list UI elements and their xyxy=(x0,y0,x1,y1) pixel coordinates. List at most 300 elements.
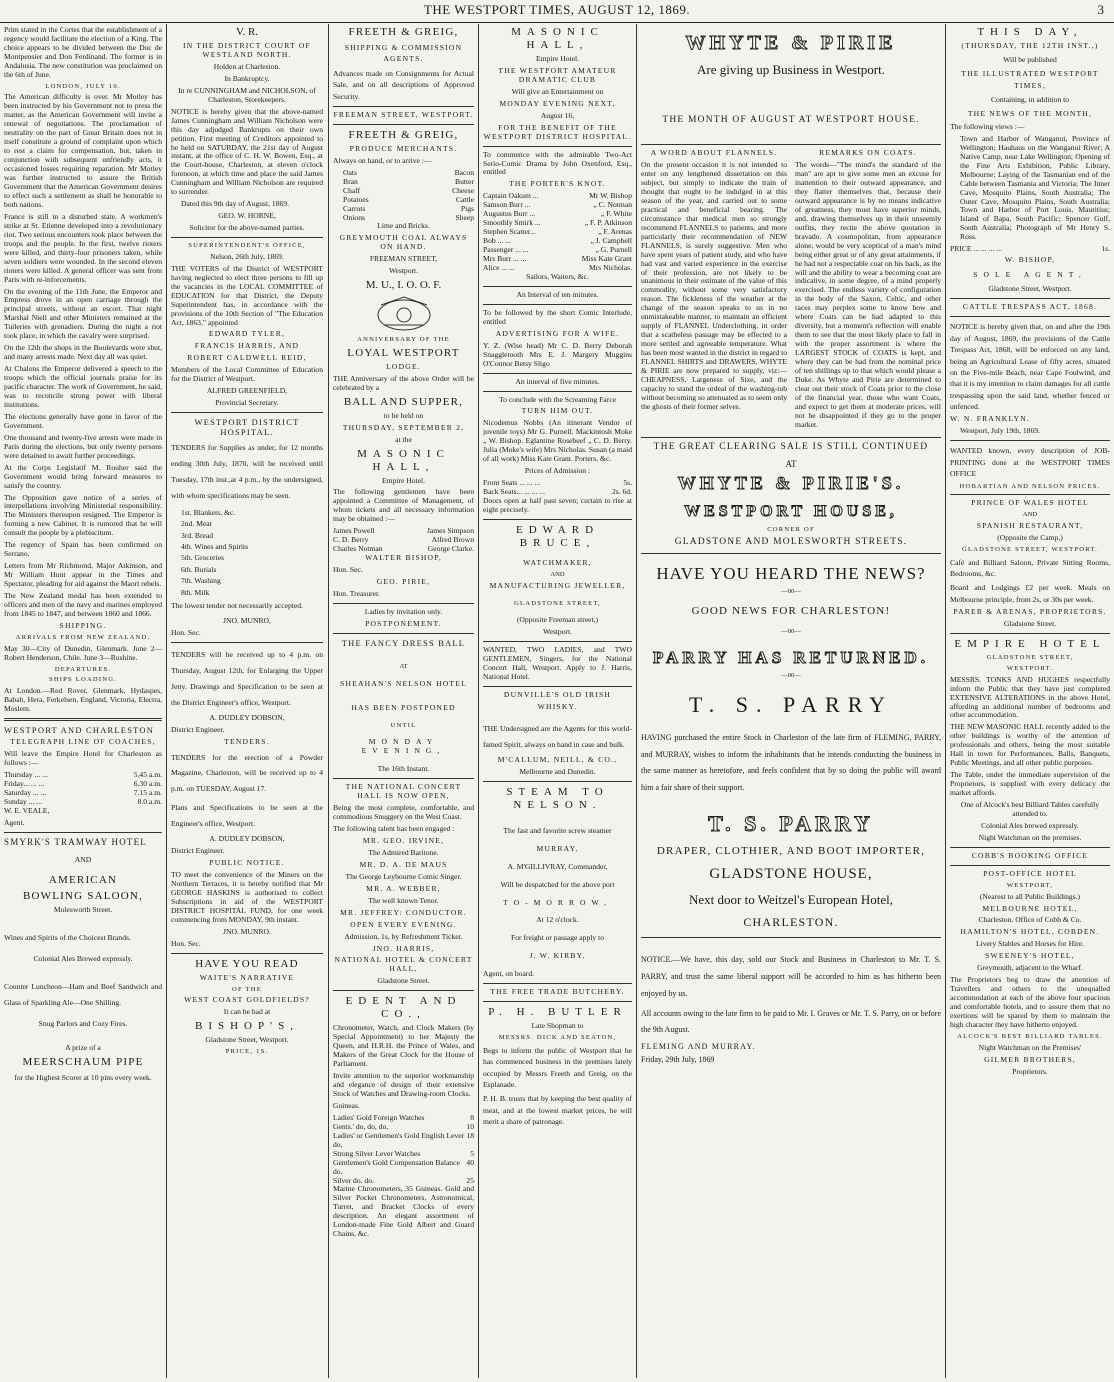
news-paragraph: The regency of Spain has been confirmed on Serrano. xyxy=(4,540,162,559)
empire-text: One of Alcock's best Billiard Tables carefully attended to. xyxy=(960,800,1100,819)
prince-line: AND xyxy=(1022,511,1038,519)
smyrk-street: Molesworth Street. xyxy=(53,905,113,915)
flannel-heading: A WORD ABOUT FLANNELS. xyxy=(650,148,778,158)
oddfellows-signature-title: Hon. Treasurer. xyxy=(333,589,381,598)
produce-row-right: Cattle xyxy=(455,194,474,204)
news-paragraph: Letters from Mr Richmond, Major Atkinson, and Mr William Hunt appear in the Times and Spectator, pleading for aid against the Maori rebels. xyxy=(4,561,162,589)
concert-line: The George Leybourne Comic Singer. xyxy=(345,871,462,881)
cast-row-right: Mrs Nicholas. xyxy=(588,263,632,272)
cattle-text: NOTICE is hereby given that, on and after the 19th day of August, 1869, the provisions of the Cattle Trespass Act, 1868, will be enforced on any land, being an Agricultural Lease of fifty acres, situated on the Five-mile Beach, near Cape Foulwind, and that it is my intention to claim damages for all cattle trespassing upon the said land, whether fenced or unfenced. xyxy=(950,322,1110,412)
produce-row-right: Cheese xyxy=(452,185,474,195)
ad-divider xyxy=(171,953,323,954)
steam-line: At 12 o'clock. xyxy=(536,915,579,925)
freeth-text: Advances made on Consignments for Actual Sale, and on all descriptions of Approved Security. xyxy=(333,68,474,101)
ad-divider xyxy=(483,1001,632,1002)
masthead xyxy=(0,0,1114,23)
coach-heading: WESTPORT AND CHARLESTON xyxy=(4,724,155,735)
public-notice-text: TO meet the convenience of the Miners on the Northern Terraces, it is hereby notified that Mr GEORGE HASKINS is authorised to collect Subscriptions in aid of the WESTPORT DISTRICT HOSPITAL FUND, for one week commencing from MONDAY, 9th instant. xyxy=(171,870,323,924)
produce-row-right: Butter xyxy=(455,176,474,186)
butler-line: Late Shopman to xyxy=(531,1021,584,1031)
steam-line: For freight or passage apply to xyxy=(510,933,604,943)
oddfellows-signature-title: Hon. Sec. xyxy=(333,565,363,575)
watch-price-row xyxy=(333,1159,474,1177)
ad-divider xyxy=(950,633,1110,634)
articles-row xyxy=(641,149,941,433)
cast-row-right: „ F. White xyxy=(600,209,632,219)
supply-list xyxy=(171,507,323,598)
tender-signature-title: District Engineer. xyxy=(171,846,225,856)
prince-text: Café and Billiard Saloon, Private Sitting Rooms, Bedrooms, &c. xyxy=(950,557,1110,579)
sweeney-sub: Greymouth, adjacent to the Wharf. xyxy=(977,963,1083,973)
loading-heading: SHIPS LOADING. xyxy=(48,676,118,684)
ad-divider xyxy=(483,519,632,520)
court-location: Holden at Charleston. xyxy=(213,61,281,71)
freeth-address: FREEMAN STREET, WESTPORT. xyxy=(333,109,474,119)
court-heading: IN THE DISTRICT COURT OF WESTLAND NORTH. xyxy=(183,40,311,59)
coach-time-row-left: Thursday ... ... xyxy=(4,769,48,779)
tenders-heading: TENDERS. xyxy=(224,736,270,746)
committee-row-left: Charles Notman xyxy=(333,544,383,554)
produce-row-left: Onions xyxy=(343,212,365,222)
ad-divider xyxy=(950,316,1110,317)
cast-row-left: Augustus Burr ... xyxy=(483,209,536,219)
appointee-name: FRANCIS HARRIS, AND xyxy=(194,341,300,351)
smyrk-line: Wines and Spirits of the Choicest Brands. xyxy=(4,932,131,942)
masonic-text: To be followed by the short Comic Interlude, entitled xyxy=(483,307,632,326)
column-rule xyxy=(478,24,479,1378)
fleming-notice: All accounts owing to the late firm to be paid to Mr. I. Graves or Mr. T. S. Parry, on or before the 9th August. xyxy=(641,1008,941,1035)
tender-text: Plans and Specifications to be seen at the Engineer's office, Westport. xyxy=(171,803,323,829)
job-printing-sub: HOBARTIAN AND NELSON PRICES. xyxy=(959,482,1101,490)
committee-row-right: George Clarke. xyxy=(427,544,474,554)
watch-price-row-left: Ladies' or Gentlemen's Gold English Lever do, xyxy=(333,1130,465,1149)
tender-signature-title: District Engineer. xyxy=(171,724,225,734)
supply-item: 3rd. Bread xyxy=(181,530,214,540)
gilmer-signature-title: Proprietors. xyxy=(1012,1066,1048,1076)
waite-heading: HAVE YOU READ xyxy=(195,957,299,970)
whyte-pirie-subheading: Are giving up Business in Westport. xyxy=(697,61,885,77)
page-number: 3 xyxy=(1097,2,1104,17)
empire-heading: EMPIRE HOTEL xyxy=(954,638,1106,651)
sup-office: SUPERINTENDENT'S OFFICE, xyxy=(188,242,306,250)
ad-divider xyxy=(950,865,1110,866)
bruce-line: AND xyxy=(550,570,565,578)
masonic-line: To conclude with the Screaming Farce xyxy=(499,394,616,404)
smyrk-line: Counter Luncheon—Ham and Beef Sandwich and Glass of Sparkling Ale—One Shilling. xyxy=(4,981,162,1007)
masonic-line: An Interval of ten minutes. xyxy=(516,289,599,299)
ad-divider xyxy=(171,412,323,413)
news-paragraph: At the Corps Legislatif M. Rouher said the Government would bring forward measures to satisfy the country. xyxy=(4,462,162,490)
edent-guineas-label: Guineas. xyxy=(333,1100,360,1110)
cast-row-right: „ G. Purnell xyxy=(595,245,632,255)
hospital-signature-title: Hon. Sec. xyxy=(171,627,201,637)
price-label: PRICE ... ... ... ... xyxy=(950,244,1002,254)
fancy-line: MONDAY EVENING, xyxy=(361,737,446,756)
edent-heading: EDENT AND CO., xyxy=(345,995,462,1021)
tender-text: TENDERS will be received up to 4 p.m. on Thursday, August 12th, for Enlarging the Upper Jetty. Drawings and Specification to be seen at the District Engineer's office, Westport. xyxy=(171,649,323,707)
news-paragraph: The New Zealand medal has been extended to officers and men of the navy and marines employed from 1845 to 1847, and between 1860 and 1866. xyxy=(4,591,162,618)
admission-prices xyxy=(483,479,632,497)
cast-row-left: Stephen Scatter... xyxy=(483,227,536,237)
ad-divider xyxy=(171,642,323,643)
fancy-line: UNTIL xyxy=(390,721,417,729)
freeth-subheading: SHIPPING & COMMISSION AGENTS. xyxy=(344,42,463,64)
watch-price-row-right: 5 xyxy=(470,1148,474,1158)
bruce-line: MANUFACTURING JEWELLER, xyxy=(489,580,626,590)
steam-line: A. M'GILLIVRAY, Commander, xyxy=(507,861,608,871)
ad-divider xyxy=(483,781,632,782)
masonic-club: THE WESTPORT AMATEUR DRAMATIC CLUB xyxy=(498,65,617,84)
cast-row-right: „ C. Notman xyxy=(593,200,632,210)
news-paragraph: The elections generally have gone in favor of the Government. xyxy=(4,411,162,430)
ad-divider xyxy=(333,603,474,604)
gladstone-house: GLADSTONE HOUSE, xyxy=(709,865,873,882)
agent-name: W. BISHOP, xyxy=(1004,255,1056,265)
play-title: ADVERTISING FOR A WIFE. xyxy=(495,328,620,338)
hospital-signature: JNO. MUNRO, xyxy=(223,615,271,625)
agent-address: Gladstone Street, Westport. xyxy=(988,284,1072,293)
post-office-sub: (Nearest to all Public Buildings.) xyxy=(979,891,1081,901)
cast-row-left: Smoothly Smirk ... xyxy=(483,218,541,228)
produce-row-left: Oats xyxy=(343,167,357,177)
hamilton-sub: Livery Stables and Horses for Hire. xyxy=(976,939,1084,949)
coach-signature: W. E. VEALE, xyxy=(4,805,50,815)
ad-divider xyxy=(4,832,162,833)
coach-time-row-right: 8.0 a.m. xyxy=(137,796,162,806)
empire-text: Night Watchman on the premises. xyxy=(978,832,1082,842)
newspaper-title: THE WESTPORT TIMES, AUGUST 12, 1869. xyxy=(423,2,691,17)
oddfellows-invitation: Ladies by invitation only. xyxy=(364,606,443,616)
oddfellows-line: Empire Hotel. xyxy=(381,475,426,485)
court-signature: GEO. W. HORNE, xyxy=(218,211,276,221)
bruce-line: (Opposite Freeman street,) xyxy=(516,615,599,625)
freeth-heading: FREETH & GREIG, xyxy=(348,128,459,141)
clearing-streets: GLADSTONE AND MOLESWORTH STREETS. xyxy=(674,537,908,548)
appointee-name: ROBERT CALDWELL REID, xyxy=(187,353,307,363)
produce-row-right: Sheep xyxy=(455,212,474,222)
concert-performer: MR. A. WEBBER, xyxy=(366,883,441,893)
this-day-heading: THIS DAY, xyxy=(977,26,1083,38)
prince-heading: PRINCE OF WALES HOTEL xyxy=(971,498,1089,508)
cast-row-right: Mr W. Bishop xyxy=(589,191,632,201)
watch-price-row-left: Ladies' Gold Foreign Watches xyxy=(333,1112,425,1122)
cattle-heading: CATTLE TRESPASS ACT, 1868. xyxy=(962,302,1098,312)
watch-price-list xyxy=(333,1114,474,1186)
bruce-line: WATCHMAKER, xyxy=(523,557,592,567)
waite-line: WEST COAST GOLDFIELDS? xyxy=(184,995,310,1005)
ad-divider xyxy=(950,440,1110,441)
butchery-heading: THE FREE TRADE BUTCHERY. xyxy=(490,987,625,997)
whyte-pirie-heading: WHYTE & PIRIE xyxy=(685,32,897,54)
ad-divider xyxy=(483,983,632,984)
august-heading: THE MONTH OF AUGUST AT WESTPORT HOUSE. xyxy=(662,114,920,125)
smyrk-and: AND xyxy=(74,855,92,865)
concert-performer: MR. GEO. IRVINE, xyxy=(362,835,445,845)
whyte-pirie-name: WHYTE & PIRIE'S. xyxy=(677,473,905,494)
flannel-article xyxy=(641,149,787,433)
prices-heading: Prices of Admission : xyxy=(524,466,591,476)
masonic-text: To commence with the admirable Two-Act Serio-Comic Drama by John Oxenford, Esq., entitled xyxy=(483,149,632,177)
watch-price-row xyxy=(333,1132,474,1150)
concert-signature: JNO. HARRIS, xyxy=(372,943,435,953)
coats-heading: REMARKS ON COATS. xyxy=(819,148,917,158)
admission-price-row-right: 5s. xyxy=(623,478,632,488)
butler-text: P. H. B. trusts that by keeping the best quality of meat, and at the lowest market prices, he will merit a share of patronage. xyxy=(483,1094,632,1127)
waite-line: OF THE xyxy=(232,985,262,993)
masonic-line: An interval of five minutes. xyxy=(515,376,600,386)
dunville-line: WHISKY. xyxy=(537,702,578,712)
ad-divider xyxy=(483,286,632,287)
ad-divider xyxy=(483,304,632,305)
illustrated-title: THE ILLUSTRATED WESTPORT TIMES, xyxy=(961,69,1099,90)
produce-row-left: Potatoes xyxy=(343,194,369,204)
supply-item: 1st. Blankets, &c. xyxy=(181,507,236,517)
ad-divider xyxy=(483,641,632,642)
cast-row-right: „ J. Campbell xyxy=(590,236,632,246)
wanted-singers-text: WANTED, TWO LADIES, and TWO GENTLEMEN, Singers, for the National Concert Hall, Westport. Apply to J. Harris, National Hotel. xyxy=(483,645,632,682)
smyrk-bowling: BOWLING SALOON, xyxy=(22,890,144,903)
column-2 xyxy=(171,26,323,1378)
watch-price-row-left: Gentlemen's Gold Compensation Balance do. xyxy=(333,1157,460,1176)
views-intro: The following views :— xyxy=(950,121,1025,131)
gilmer-billiard: ALCOCK'S BEST BILLIARD TABLES. xyxy=(957,1032,1103,1040)
clearing-at: AT xyxy=(785,458,797,469)
masonic-heading: MASONIC HALL, xyxy=(511,26,604,51)
produce-line: Westport. xyxy=(388,266,419,276)
cast-text: Nicodemus Nobbs (An itinerant Vendor of juvenile toys) Mr G. Purnell. Mackintosh Moke „ W. Bishop. Eglantine Rosebeef „ C. D. Berry. Julia (Moke's wife) Mrs Nicholas. Susan (a maid of all work) Miss Kate Grant. Porters, &c. xyxy=(483,418,632,464)
ad-divider xyxy=(641,937,941,938)
waite-bishop: BISHOP'S, xyxy=(195,1020,299,1033)
ad-divider xyxy=(950,494,1110,495)
concert-line: The Admired Baritone. xyxy=(368,847,439,857)
smyrk-pipe: MEERSCHAUM PIPE xyxy=(22,1055,144,1068)
smyrk-line: Colonial Ales Brewed expressly. xyxy=(33,953,133,963)
tender-signature: A. DUDLEY DOBSON, xyxy=(209,834,285,844)
supply-item: 8th. Milk xyxy=(181,587,210,597)
concert-line: OPEN EVERY EVENING. xyxy=(350,919,457,929)
public-notice-signature: JNO. MUNRO. xyxy=(223,926,271,936)
fancy-line: HAS BEEN POSTPONED xyxy=(351,702,456,712)
watch-price-row-right: 8 xyxy=(470,1112,474,1122)
ad-divider xyxy=(950,298,1110,299)
good-news: GOOD NEWS FOR CHARLESTON! xyxy=(691,605,891,618)
column-5 xyxy=(641,26,941,1378)
news-paragraph: At Chalons the Emperor delivered a speech to the troops which the official journals praise for its pacific character. The work of Government, he said, was to reconcile strong power with liberal institutions. xyxy=(4,364,162,409)
coach-signature-title: Agent. xyxy=(4,817,25,827)
melbourne-heading: MELBOURNE HOTEL, xyxy=(982,903,1078,913)
oddfellows-line: ANNIVERSARY OF THE xyxy=(357,336,450,344)
dateline: LONDON, JULY 10. xyxy=(45,82,121,90)
steam-line: Will be despatched for the above port xyxy=(500,879,615,889)
cast-row-left: Mrs Burr ... ... xyxy=(483,254,527,264)
concert-line: The well known Tenor. xyxy=(368,895,439,905)
cattle-signature: W. N. FRANKLYN. xyxy=(950,414,1031,424)
column-rule xyxy=(636,24,637,1378)
steam-heading: STEAM TO NELSON. xyxy=(506,785,609,811)
supply-item: 7th. Washing xyxy=(181,576,221,586)
sup-signature-title: Provincial Secretary. xyxy=(215,398,279,408)
separator: —00— xyxy=(781,587,801,595)
concert-text: Being the most complete, comfortable, and commodious Snuggery on the West Coast. xyxy=(333,803,474,822)
watch-price-row-right: 40 xyxy=(466,1157,474,1167)
sup-date: Nelson, 26th July, 1869. xyxy=(210,251,284,261)
ad-divider xyxy=(4,718,162,721)
cobb-heading: COBB'S BOOKING OFFICE xyxy=(971,850,1089,860)
column-4 xyxy=(483,26,632,1378)
clearing-heading: THE GREAT CLEARING SALE IS STILL CONTINUED xyxy=(653,441,929,452)
smyrk-american: AMERICAN xyxy=(48,874,118,887)
gilmer-signature: GILMER BROTHERS, xyxy=(984,1054,1076,1064)
ad-divider xyxy=(333,778,474,779)
admission-price-row-left: Back Seats... ... ... ... xyxy=(483,487,546,497)
supply-item: 4th. Wines and Spirits xyxy=(181,542,249,552)
waite-price: PRICE, 1S. xyxy=(225,1048,269,1056)
fancy-line: SHEAHAN'S NELSON HOTEL xyxy=(340,678,467,688)
prince-line: Gladstone Street. xyxy=(1003,619,1057,629)
news-paragraph: The Opposition gave notice of a series of interpellations involving Ministerial responsibility. The Ministers thereupon resigned. The Emperor is forming a new Cabinet. It is rumored that he will consult the people by a plebiscitum. xyxy=(4,492,162,538)
oddfellows-lodge: LOYAL WESTPORT xyxy=(347,346,460,359)
clearing-line: CORNER OF xyxy=(767,525,815,533)
separator: —00— xyxy=(781,628,801,636)
separator: —00— xyxy=(781,672,801,680)
oddfellows-line: at the xyxy=(395,434,412,444)
oddfellows-text: THE Anniversary of the above Order will be celebrated by a xyxy=(333,373,474,392)
sup-text: Members of the Local Committee of Education for the District of Westport. xyxy=(171,365,323,384)
post-office-heading: POST-OFFICE HOTEL xyxy=(983,868,1077,878)
parry-text: HAVING purchased the entire Stock in Charleston of the late firm of FLEMING, PARRY, and MURRAY, wishes to inform the inhabitants that he intends conducting the business in the same manner as heretofore, and feels confident that by so doing the public will award him a fair share of their support. xyxy=(641,732,941,793)
ad-divider xyxy=(333,990,474,991)
concert-performer: MR. JEFFREY: CONDUCTOR. xyxy=(340,907,467,917)
supply-item: 2nd. Meat xyxy=(181,519,212,529)
concert-performer: MR. D. A. DE MAUS xyxy=(359,859,448,869)
committee-row-left: James Powell xyxy=(333,526,375,536)
ad-divider xyxy=(641,553,941,554)
coach-time-row-right: 6.30 a.m. xyxy=(133,778,162,788)
dunville-text: THE Undersigned are the Agents for this world-famed Spirit, always on hand in case and bulk. xyxy=(483,723,632,749)
oddfellows-venue: MASONIC HALL, xyxy=(357,447,450,473)
column-rule xyxy=(328,24,329,1378)
masonic-date: MONDAY EVENING NEXT, xyxy=(499,98,616,108)
hamilton-heading: HAMILTON'S HOTEL, COBDEN. xyxy=(960,927,1100,937)
bruce-line: Westport. xyxy=(542,627,573,637)
fancy-line: AT xyxy=(399,662,408,670)
masonic-text: Doors open at half past seven; curtain to rise at eight precisely. xyxy=(483,496,632,515)
prince-sub: SPANISH RESTAURANT, xyxy=(976,521,1084,531)
play-title: THE PORTER'S KNOT. xyxy=(509,179,606,189)
coach-time-row-left: Friday... ... ... xyxy=(4,778,45,788)
news-of-month: THE NEWS OF THE MONTH, xyxy=(967,109,1093,119)
produce-line: GREYMOUTH COAL ALWAYS ON HAND. xyxy=(339,233,468,252)
court-notice: NOTICE is hereby given that the above-named James Cunningham and William Nicholson were this day adjudged Bankrupts on their own petition. First meeting of Creditors appointed to be held on SATURDAY, the 21st day of August instant, at the office of C. H. W. Bowen, Esq., at the Court-house, Charleston, at eleven o'clock forenoon, at which time and place the said James Cunningham and William Nicholson are required to surrender. xyxy=(171,106,323,197)
column-1 xyxy=(4,26,162,1378)
parry-returned: PARRY HAS RETURNED. xyxy=(652,648,930,668)
fancy-line: The 16th Instant. xyxy=(377,764,430,774)
column-rule xyxy=(945,24,946,1378)
coach-timetable xyxy=(4,771,162,807)
watch-price-row-right: 18 xyxy=(466,1130,474,1140)
news-paragraph: On the 12th the shops in the Boulevards were shut, and many arrests made. Next day all was quiet. xyxy=(4,343,162,362)
oddfellows-text: The following gentlemen have been appointed a Committee of Management, of whom tickets and all necessary information may be obtained :— xyxy=(333,487,474,524)
coach-time-row-left: Sunday ... ... xyxy=(4,796,42,806)
oddfellows-signature: GEO. PIRIE, xyxy=(376,577,431,587)
masonic-line: Empire Hotel. xyxy=(535,53,580,63)
waite-line: WAITE'S NARRATIVE xyxy=(199,972,295,982)
butler-text: Begs to inform the public of Westport that he has commenced business in the premises lately occupied by Messrs Freeth and Greig, on the Esplanade. xyxy=(483,1045,632,1090)
fleming-notice: NOTICE.—We have, this day, sold our Stock and Business in Charleston to Mr. T. S. PARRY, and trust the same liberal support will be accorded to him as has hitherto been enjoyed by us. xyxy=(641,955,941,998)
bruce-heading: EDWARD BRUCE, xyxy=(515,523,600,549)
produce-row-right: Pigs xyxy=(460,203,474,213)
dunville-heading: DUNVILLE'S OLD IRISH xyxy=(503,690,612,700)
masonic-benefit: FOR THE BENEFIT OF THE WESTPORT DISTRICT HOSPITAL. xyxy=(483,122,632,141)
sole-agent: SOLE AGENT, xyxy=(973,269,1087,279)
ad-divider xyxy=(641,437,941,438)
shipping-heading: SHIPPING. xyxy=(59,620,107,630)
public-notice-heading: PUBLIC NOTICE. xyxy=(209,858,285,868)
cast-row-left: Alice ... ... xyxy=(483,263,515,272)
cast-text: Y. Z. (Wise head) Mr C. D. Berry Deborah Snaggletooth Mrs E. J. Margery Muggins O'Connor Betsy Sligo xyxy=(483,340,632,368)
parry-town: CHARLESTON. xyxy=(743,915,839,929)
steam-line: Agent, on board. xyxy=(483,969,535,979)
this-day-line: (THURSDAY, THE 12TH INST.,) xyxy=(961,40,1099,50)
tender-text: TENDERS for the erection of a Powder Magazine, Charleston, will be received up to 4 p.m. on TUESDAY, August 17. xyxy=(171,752,323,794)
cast-row-left: Bob ... ... xyxy=(483,236,511,246)
prince-signature: PARER & ARENAS, PROPRIETORS. xyxy=(953,607,1107,617)
admission-price-row-right: 2s. 6d. xyxy=(611,487,632,497)
bruce-line: GLADSTONE STREET, xyxy=(514,599,601,607)
post-office-town: WESTPORT, xyxy=(1006,881,1054,889)
concert-heading: THE NATIONAL CONCERT HALL IS NOW OPEN, xyxy=(345,782,462,801)
oddfellows-line: to be held on xyxy=(383,410,424,420)
royal-cipher: V. R. xyxy=(235,26,259,38)
cast-row-right: Miss Kate Grant xyxy=(581,254,632,264)
empire-text: The Table, under the immediate supervision of the Proprietors, is supplied with every delicacy the market affords. xyxy=(950,770,1110,798)
edent-text: Invite attention to the superior workmanship and elegance of design of their extensive Stock of Watches and Drawing-room Clocks. xyxy=(333,1071,474,1098)
parry-name: T. S. PARRY xyxy=(688,691,894,717)
hospital-text: TENDERS for Supplies as under, for 12 months ending 30th July, 1870, will be received until Tuesday, 17th inst.,at 4 p.m., by the undersigned, with whom specifications may be seen. xyxy=(171,443,323,500)
job-printing-text: WANTED known, every description of JOB-PRINTING done at the WESTPORT TIMES OFFICE xyxy=(950,446,1110,479)
ad-divider xyxy=(483,146,632,147)
fancy-ball-heading: THE FANCY DRESS BALL xyxy=(341,637,466,648)
watch-price-row-right: 10 xyxy=(466,1121,474,1131)
freeth-subheading: PRODUCE MERCHANTS. xyxy=(349,143,458,153)
committee-row-right: Alfred Brown xyxy=(431,535,474,545)
news-paragraph: France is still in a disturbed state. A workmen's strike at St. Etienne developed into a revolutionary riot. Two serious encounters took place between the troops and the people. In the first, twelve rioters were killed, and thirty-four prisoners taken, while seven soldiers were wounded. In the second eleven rioters were killed. A general officer was sent from Paris with re-inforcements. xyxy=(4,211,162,284)
departures-heading: DEPARTURES. xyxy=(54,665,112,673)
parry-trade: DRAPER, CLOTHIER, AND BOOT IMPORTER, xyxy=(656,845,926,858)
news-paragraph: One thousand and twenty-five arrests were made in Paris during the elections, but only twenty persons were detained to await further proceedings. xyxy=(4,432,162,460)
melbourne-sub: Charleston. Office of Cobb & Co. xyxy=(978,915,1082,925)
cast-row-right: „ F. P. Atkinson xyxy=(584,218,632,228)
smyrk-heading: SMYRK'S TRAMWAY HOTEL xyxy=(4,836,148,847)
produce-line: Lime and Bricks. xyxy=(377,221,430,231)
concert-text: The following talent has been engaged : xyxy=(333,823,455,833)
committee-list xyxy=(333,527,474,554)
sweeney-heading: SWEENEY'S HOTEL, xyxy=(985,951,1075,961)
steam-departure: TO-MORROW, xyxy=(503,897,612,907)
coach-text: Will leave the Empire Hotel for Charleston as follows :— xyxy=(4,748,162,767)
parry-name-outline: T. S. PARRY xyxy=(708,811,874,837)
westport-house: WESTPORT HOUSE, xyxy=(684,502,898,520)
ad-divider xyxy=(171,237,323,238)
concert-signature: Gladstone Street. xyxy=(377,976,430,986)
hospital-heading: WESTPORT DISTRICT HOSPITAL. xyxy=(194,417,300,438)
coats-text: The words—"The mind's the standard of the man" are apt to give some men an excuse for inattention to their outward appearance, and they flatter themselves that, because their outward appearance is by no means indicative of greatness, they must have superior minds, and, drawing themselves up in their unseemly outfits, they recite the above quotation in bravado. A cosmopolitan, from appearance alone, would be very sceptical of a man's mind being either great or of any great attainments, if he had not a respectable coat on his back, as the will and the ability to wear a becoming coat are indicative, in some degree, of a mind properly exercised. The endless variety of configuration in the body of the Saxon, Celtic, and other races may perplex some to know how and where Coats can be had adapted to this diversity, but a moment's reflection will enable them to see that the most likely place to fall in with the proper assortment is where the LARGEST STOCK of COATS is kept, and where they can be had from the nominal price of ten shillings up to that which would please a Duke. As Whyte and Pirie are determined to clear out their stock of Coats prior to the close of the financial year, those who want Coats, and expect to get them at moderate prices, will not be disappointed if they go to the proper market. xyxy=(795,160,941,429)
coach-time-row-right: 7.15 a.m. xyxy=(133,787,162,797)
sup-text: THE VOTERS of the District of WESTPORT having neglected to elect three persons to fill up the vacancies in the LOCAL COMMITTEE of EDUCATION for that District, the Deputy Superintendent has, in accordance with the provisions of the 10th Section of "The Education Act, 1863," appointed xyxy=(171,263,323,327)
ad-divider xyxy=(641,144,941,145)
prince-text: Board and Lodgings £2 per week. Meals on Melbourne principle, from 2s, or 30s per week. xyxy=(950,583,1110,604)
fleming-signature: FLEMING AND MURRAY. xyxy=(641,1042,756,1052)
